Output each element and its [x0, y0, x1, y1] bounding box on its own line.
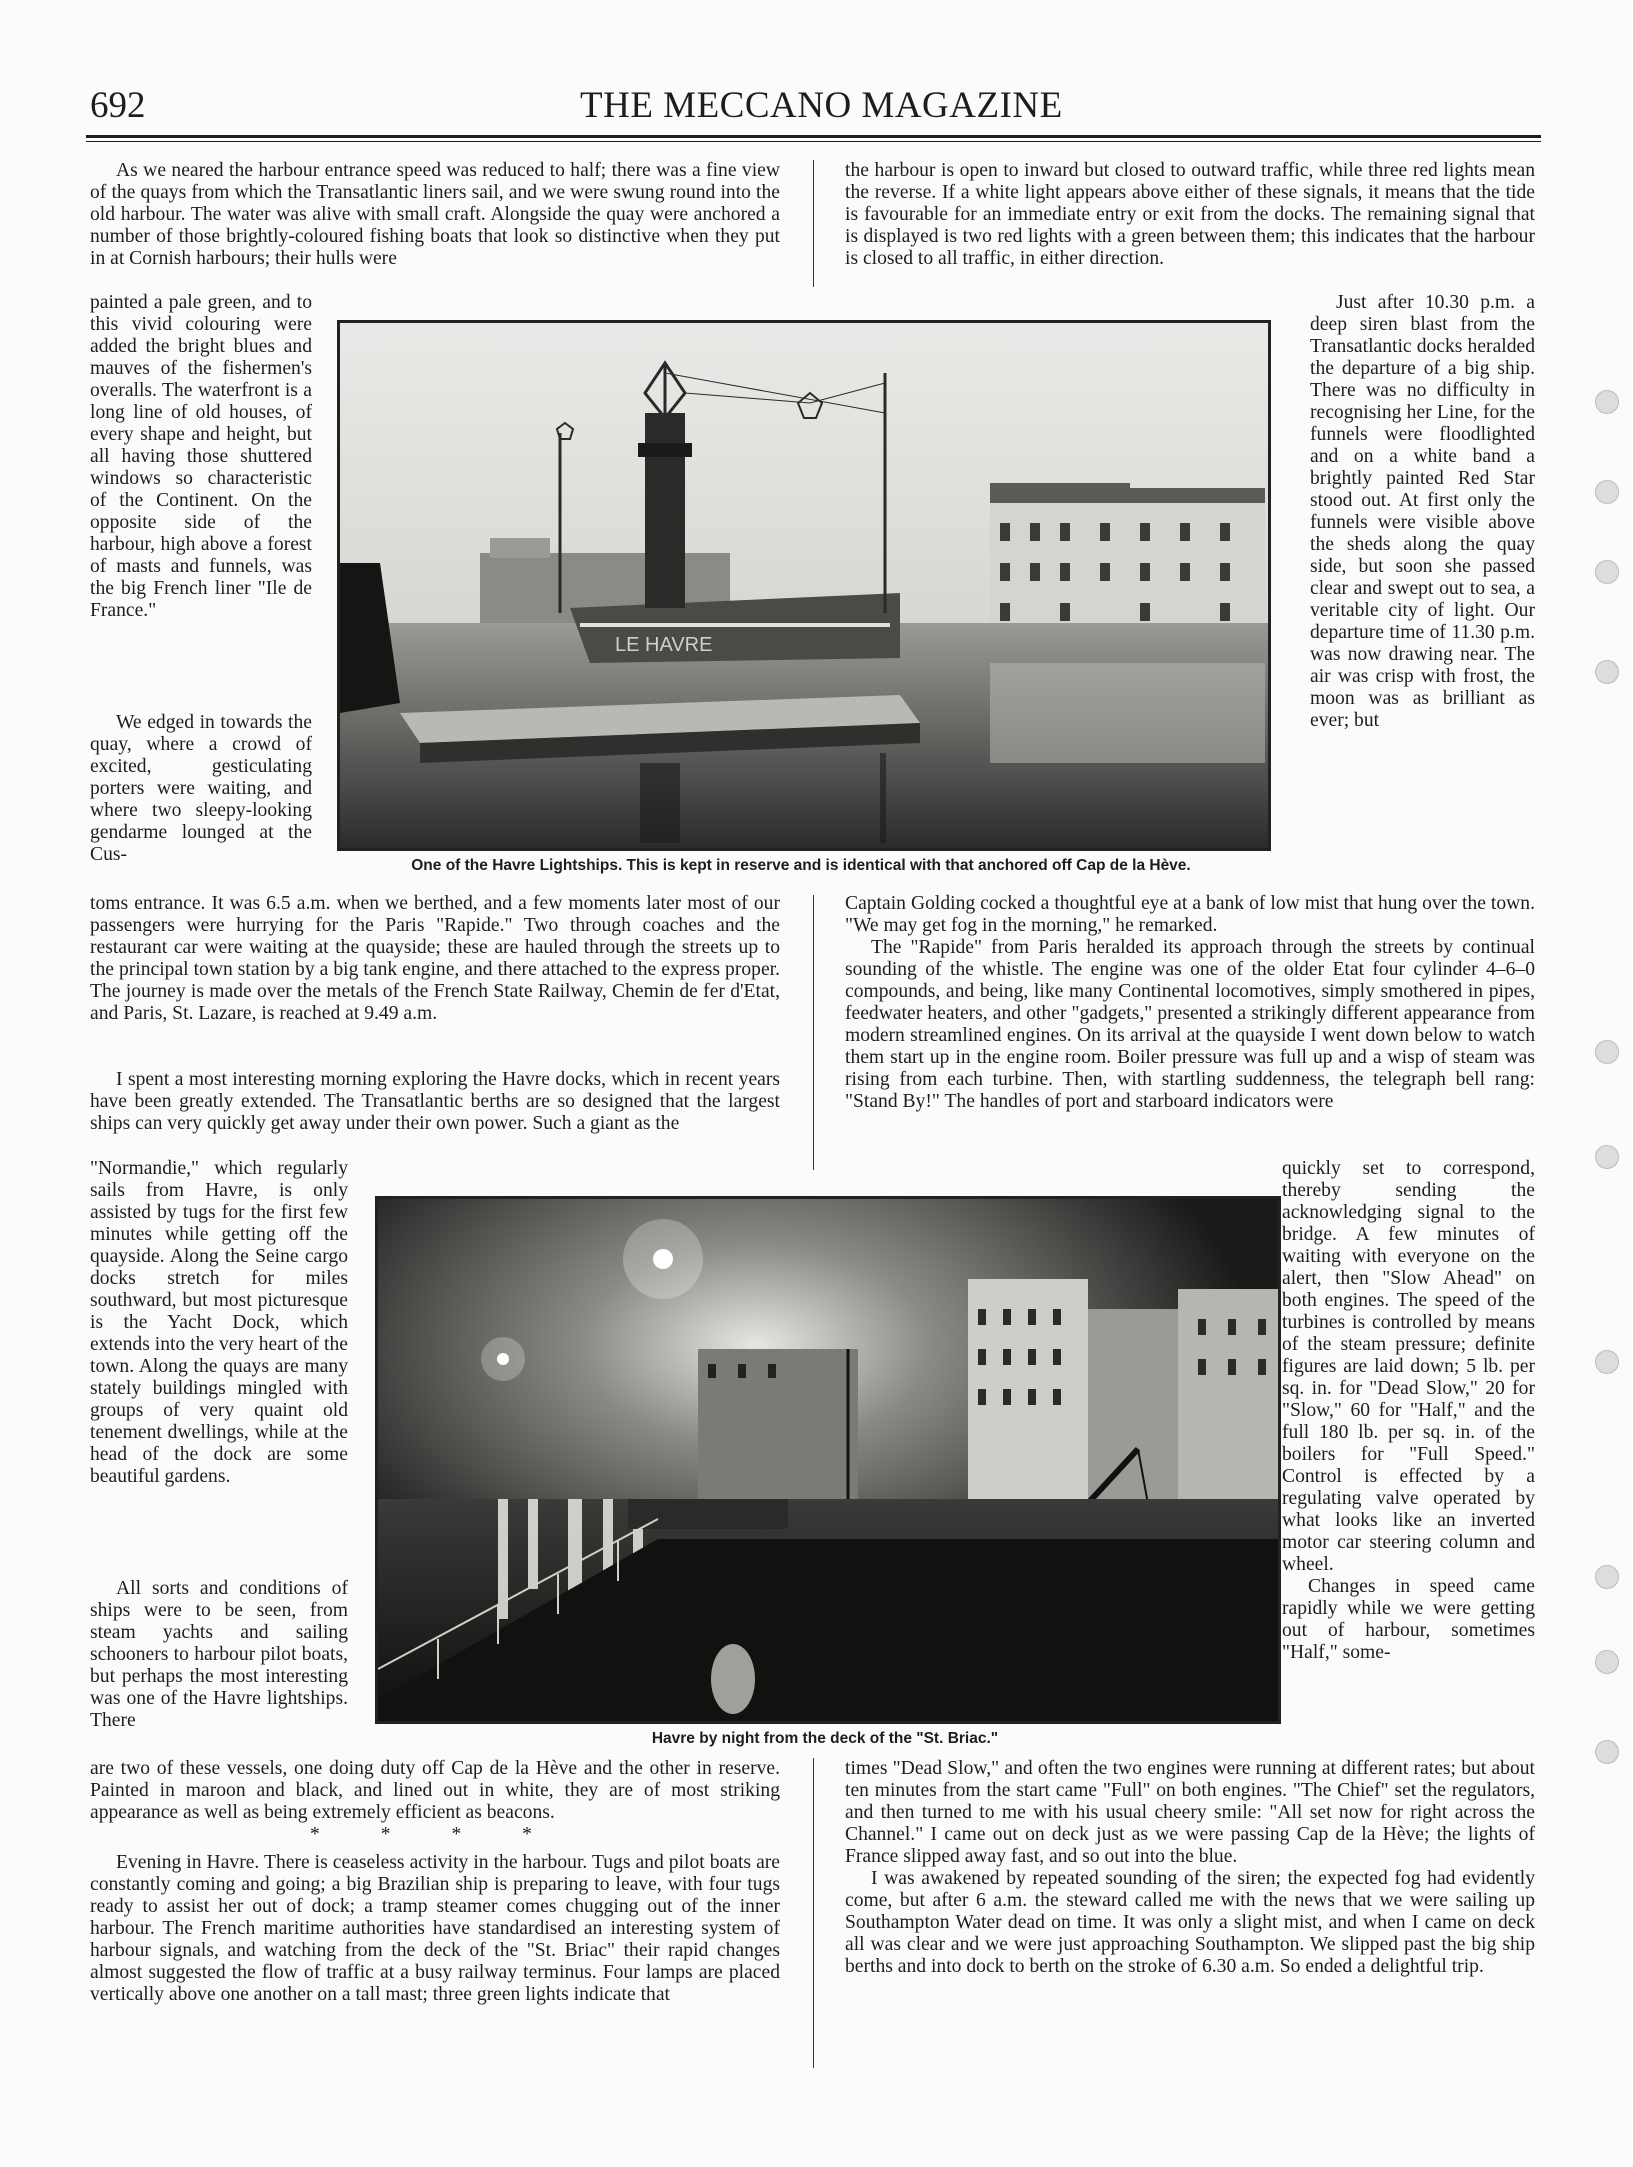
paragraph-text: Evening in Havre. There is ceaseless activity in the harbour. Tugs and pilot boats are constantly coming and going; a big Brazilian ship is preparing to leave, with four tugs ready to assist her out of dock; a tramp steamer comes chugging out of the inner harbour. The French maritime authorities have standardised an interesting system of harbour signals, and watching from the deck of the "St. Briac" their rapid changes almost suggested the flow of traffic at a busy railway terminus. Four lamps are placed vertically above one another on a tall mast; three green lights indicate that — [90, 1852, 780, 2005]
article-paragraph — [90, 1069, 780, 1135]
article-paragraph — [1310, 292, 1535, 732]
paragraph-text: Captain Golding cocked a thoughtful eye at a bank of low mist that hung over the town. "We may get fog in the morning," he remarked. — [845, 893, 1535, 936]
paragraph-text: "Normandie," which regularly sails from Havre, is only assisted by tugs for the first few minutes while getting off the quayside. Along the Seine cargo docks stretch for miles southward, but most picturesque is the Yacht Dock, which extends into the very heart of the town. Along the quays are many stately buildings mingled with groups of very quaint old tenement dwellings, while at the head of the dock are some beautiful gardens. — [90, 1158, 348, 1487]
page-number: 692 — [90, 85, 146, 126]
binding-hole — [1595, 560, 1619, 584]
paragraph-text: toms entrance. It was 6.5 a.m. when we berthed, and a few moments later most of our passengers were hurrying for the Paris "Rapide." Two through coaches and the restaurant car were waiting at the quayside; these are hauled through the streets up to the principal town station by a big tank engine, and there attached to the express proper. The journey is made over the metals of the French State Railway, Chemin de fer d'Etat, and Paris, St. Lazare, is reached at 9.49 a.m. — [90, 893, 780, 1024]
paragraph-text: times "Dead Slow," and often the two engines were running at different rates; but about ten minutes from the start came "Full" on both engines. "The Chief" set the regulators, and then turned to me with his usual cheery smile: "All set now for right across the Channel." I came out on deck just as we were passing Cap de la Hève; the lights of France slipped away fast, and so out into the blue. — [845, 1758, 1535, 1867]
photo-caption: Havre by night from the deck of the "St. Briac." — [651, 1730, 999, 1747]
article-paragraph — [90, 1758, 780, 2006]
binding-hole — [1595, 390, 1619, 414]
article-paragraph — [90, 160, 780, 270]
photo-caption: One of the Havre Lightships. This is kept in reserve and is identical with that anchored off Cap de la Hève. — [411, 857, 1191, 874]
header-rule-thin — [86, 141, 1541, 142]
article-paragraph — [845, 893, 1535, 1113]
column-divider — [813, 895, 814, 1170]
paragraph-text: The "Rapide" from Paris heralded its approach through the streets by continual sounding of the whistle. The engine was one of the older Etat four cylinder 4–6–0 compounds, and being, like many Continental locomotives, simply smothered in pipes, feedwater heaters, and other "gadgets," presented a strikingly different appearance from modern streamlined engines. On its arrival at the quayside I went down below to watch them start up in the engine room. Boiler pressure was full up and a wisp of steam was rising from each turbine. Then, with startling suddenness, the telegraph bell rang: "Stand By!" The handles of port and starboard indicators were — [845, 937, 1535, 1112]
binding-hole — [1595, 1740, 1619, 1764]
binding-hole — [1595, 1145, 1619, 1169]
article-paragraph — [845, 160, 1535, 270]
binding-hole — [1595, 660, 1619, 684]
article-paragraph — [90, 893, 780, 1025]
paragraph-text: All sorts and conditions of ships were to be seen, from steam yachts and sailing schooners to harbour pilot boats, but perhaps the most interesting was one of the Havre lightships. There — [90, 1578, 348, 1731]
column-divider — [813, 1758, 814, 2068]
binding-hole — [1595, 480, 1619, 504]
paragraph-text: Just after 10.30 p.m. a deep siren blast from the Transatlantic docks heralded the departure of a big ship. There was no difficulty in recognising her Line, for the funnels were floodlighted and on a white band a brightly painted Red Star stood out. At first only the funnels were visible above the sheds along the quay side, but soon she passed clear and swept out to sea, a veritable city of light. Our departure time of 11.30 p.m. was now drawing near. The air was crisp with frost, the moon was as brilliant as ever; but — [1310, 292, 1535, 731]
article-paragraph — [90, 1158, 348, 1488]
paragraph-text: I spent a most interesting morning exploring the Havre docks, which in recent years have been greatly extended. The Transatlantic berths are so designed that the largest ships can very quickly get away under their own power. Such a giant as the — [90, 1069, 780, 1134]
magazine-title: THE MECCANO MAGAZINE — [580, 85, 1063, 126]
paragraph-text: We edged in towards the quay, where a crowd of excited, gesticulating porters were waiting, and where two sleepy-looking gendarme lounged at the Cus- — [90, 712, 312, 865]
lightship-image — [340, 323, 1268, 848]
hull-lettering: LE HAVRE — [615, 634, 713, 656]
binding-hole — [1595, 1565, 1619, 1589]
paragraph-text: I was awakened by repeated sounding of the siren; the expected fog had evidently come, but after 6 a.m. the steward called me with the news that we were sailing up Southampton Water dead on time. It was only a slight mist, and when I came on deck all was clear and we were just approaching Southampton. We slipped past the big ship berths and into dock to berth on the stroke of 6.30 a.m. So ended a delightful trip. — [845, 1868, 1535, 1977]
binding-hole — [1595, 1040, 1619, 1064]
column-divider — [813, 160, 814, 287]
paragraph-text: Changes in speed came rapidly while we were getting out of harbour, sometimes "Half," some- — [1282, 1576, 1535, 1663]
header-rule — [86, 135, 1541, 138]
paragraph-text: the harbour is open to inward but closed to outward traffic, while three red lights mean the reverse. If a white light appears above either of these signals, it means that the tide is favourable for an immediate entry or exit from the docks. The remaining signal that is displayed is two red lights with a green between them; this indicates that the harbour is closed to all traffic, in either direction. — [845, 160, 1535, 269]
lightship-photo — [337, 320, 1271, 851]
binding-hole — [1595, 1350, 1619, 1374]
night-image — [378, 1199, 1278, 1721]
paragraph-text: quickly set to correspond, thereby sending the acknowledging signal to the bridge. A few minutes of waiting with everyone on the alert, then "Slow Ahead" on both engines. The speed of the turbines is controlled by means of the steam pressure; definite figures are laid down; 5 lb. per sq. in. for "Dead Slow," 20 for "Slow," 60 for "Half," and the full 180 lb. per sq. in. of the boilers for "Full Speed." Control is effected by a regulating valve operated by what looks like an inverted motor car steering column and wheel. — [1282, 1158, 1535, 1575]
article-paragraph — [90, 1578, 348, 1732]
article-paragraph — [845, 1758, 1535, 1978]
paragraph-text: are two of these vessels, one doing duty off Cap de la Hève and the other in reserve. Painted in maroon and black, and lined out in white, they are of most striking appearance as well as being extremely efficient as beacons. — [90, 1758, 780, 1823]
article-paragraph — [1282, 1158, 1535, 1664]
article-paragraph — [90, 712, 312, 866]
paragraph-text: As we neared the harbour entrance speed was reduced to half; there was a fine view of the quays from which the Transatlantic liners sail, and we were swung round into the old harbour. The water was alive with small craft. Alongside the quay were anchored a number of those brightly-coloured fishing boats that look so distinctive when they put in at Cornish harbours; their hulls were — [90, 160, 780, 269]
paragraph-text: painted a pale green, and to this vivid colouring were added the bright blues and mauves of the fishermen's overalls. The waterfront is a long line of old houses, of every shape and height, but all having those shuttered windows so characteristic of the Continent. On the opposite side of the harbour, high above a forest of masts and funnels, was the big French liner "Ile de France." — [90, 292, 312, 621]
section-break: * * * * — [310, 1824, 560, 1845]
binding-hole — [1595, 1650, 1619, 1674]
article-paragraph — [90, 292, 312, 622]
night-photo — [375, 1196, 1281, 1724]
